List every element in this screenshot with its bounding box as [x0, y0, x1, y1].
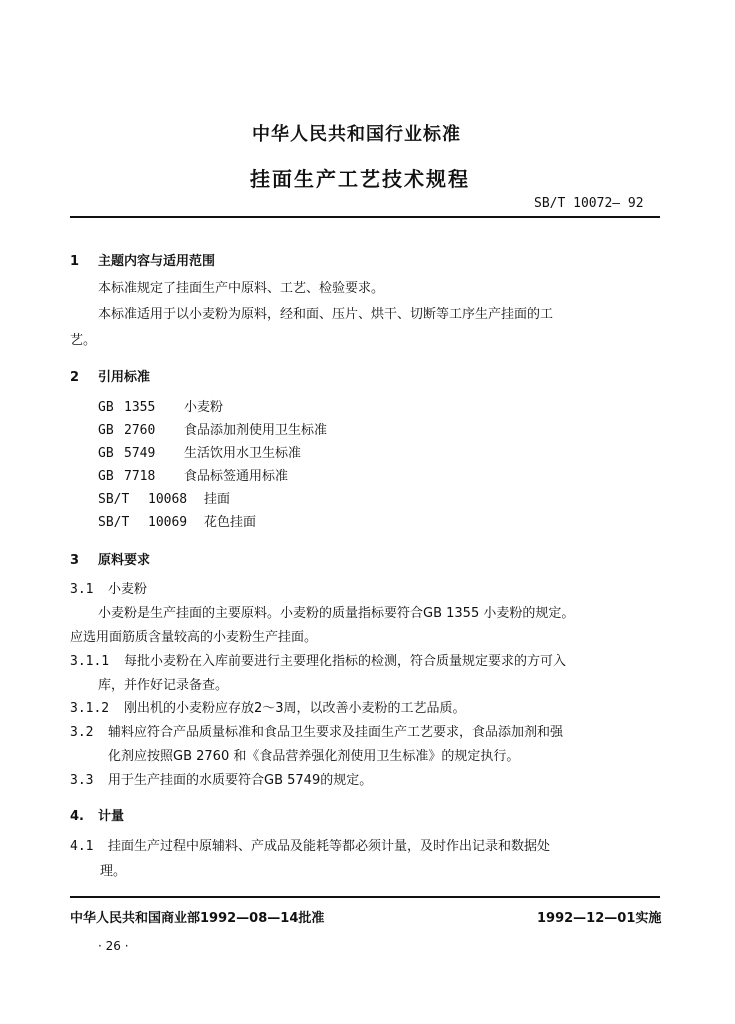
item-3-1-2 [70, 697, 466, 716]
reference-row [98, 488, 230, 507]
reference-number: 7718 [124, 469, 156, 484]
header-divider [70, 216, 660, 218]
reference-row [98, 396, 223, 415]
reference-row [98, 465, 288, 484]
reference-number: 10068 [148, 492, 188, 507]
reference-name: 食品添加剂使用卫生标准 [184, 423, 328, 438]
reference-row [98, 442, 301, 461]
section-1-paragraph-1: 本标准规定了挂面生产中原料、工艺、检验要求。 [98, 281, 385, 296]
reference-code: GB [98, 423, 114, 438]
reference-name: 小麦粉 [184, 400, 224, 415]
section-number: 3 [70, 553, 80, 568]
item-number: 3.1 [70, 582, 94, 597]
effective-date: 1992—12—01实施 [537, 911, 662, 926]
reference-code: SB/T [98, 515, 130, 530]
section-number: 2 [70, 370, 80, 385]
item-4-1 [70, 835, 550, 854]
reference-number: 2760 [124, 423, 156, 438]
section-title: 引用标准 [98, 370, 151, 385]
section-title: 计量 [98, 809, 125, 824]
item-number: 3.1.1 [70, 654, 110, 669]
item-3-1-1-cont: 库，并作好记录备查。 [98, 678, 229, 693]
item-text: 用于生产挂面的水质要符合GB 5749的规定。 [108, 773, 373, 788]
subsection-3-1-heading [70, 578, 147, 597]
reference-number: 1355 [124, 400, 156, 415]
item-number: 3.2 [70, 725, 94, 740]
section-1-paragraph-2-cont: 艺。 [70, 333, 97, 348]
item-3-2-cont: 化剂应按照GB 2760 和《食品营养强化剂使用卫生标准》的规定执行。 [108, 749, 520, 764]
item-number: 3.1.2 [70, 701, 110, 716]
reference-code: GB [98, 400, 114, 415]
section-number: 1 [70, 254, 80, 269]
standard-number: SB/T 10072— 92 [534, 196, 644, 211]
section-2-heading [70, 366, 150, 385]
item-text: 辅料应符合产品质量标准和食品卫生要求及挂面生产工艺要求，食品添加剂和强 [108, 725, 564, 740]
subsection-3-1-paragraph-2: 应选用面筋质含量较高的小麦粉生产挂面。 [70, 630, 318, 645]
reference-name: 花色挂面 [204, 515, 257, 530]
section-1-heading [70, 250, 215, 269]
section-title: 原料要求 [98, 553, 151, 568]
page-number: · 26 · [98, 939, 129, 953]
reference-code: SB/T [98, 492, 130, 507]
item-3-3 [70, 769, 372, 788]
reference-code: GB [98, 469, 114, 484]
reference-name: 食品标签通用标准 [184, 469, 289, 484]
item-text: 挂面生产过程中原辅料、产成品及能耗等都必须计量，及时作出记录和数据处 [108, 839, 551, 854]
reference-code: GB [98, 446, 114, 461]
reference-row [98, 511, 256, 530]
reference-number: 5749 [124, 446, 156, 461]
reference-row [98, 419, 327, 438]
reference-name: 挂面 [204, 492, 231, 507]
reference-name: 生活饮用水卫生标准 [184, 446, 302, 461]
item-title: 小麦粉 [108, 582, 148, 597]
item-3-1-1 [70, 650, 566, 669]
item-4-1-cont: 理。 [100, 864, 127, 879]
org-line: 中华人民共和国行业标准 [252, 124, 461, 145]
item-number: 3.3 [70, 773, 94, 788]
approval-line: 中华人民共和国商业部1992—08—14批准 [70, 911, 325, 926]
document-title: 挂面生产工艺技术规程 [250, 167, 470, 191]
item-text: 刚出机的小麦粉应存放2～3周，以改善小麦粉的工艺品质。 [124, 701, 466, 716]
section-title: 主题内容与适用范围 [98, 254, 216, 269]
item-3-2 [70, 721, 563, 740]
section-1-paragraph-2: 本标准适用于以小麦粉为原料，经和面、压片、烘干、切断等工序生产挂面的工 [98, 307, 554, 322]
footer-divider [70, 896, 660, 898]
section-number: 4. [70, 809, 84, 824]
subsection-3-1-paragraph-1: 小麦粉是生产挂面的主要原料。小麦粉的质量指标要符合GB 1355 小麦粉的规定。 [98, 606, 575, 621]
item-number: 4.1 [70, 839, 94, 854]
item-text: 每批小麦粉在入库前要进行主要理化指标的检测，符合质量规定要求的方可入 [124, 654, 567, 669]
reference-number: 10069 [148, 515, 188, 530]
section-4-heading [70, 805, 124, 824]
section-3-heading [70, 549, 150, 568]
